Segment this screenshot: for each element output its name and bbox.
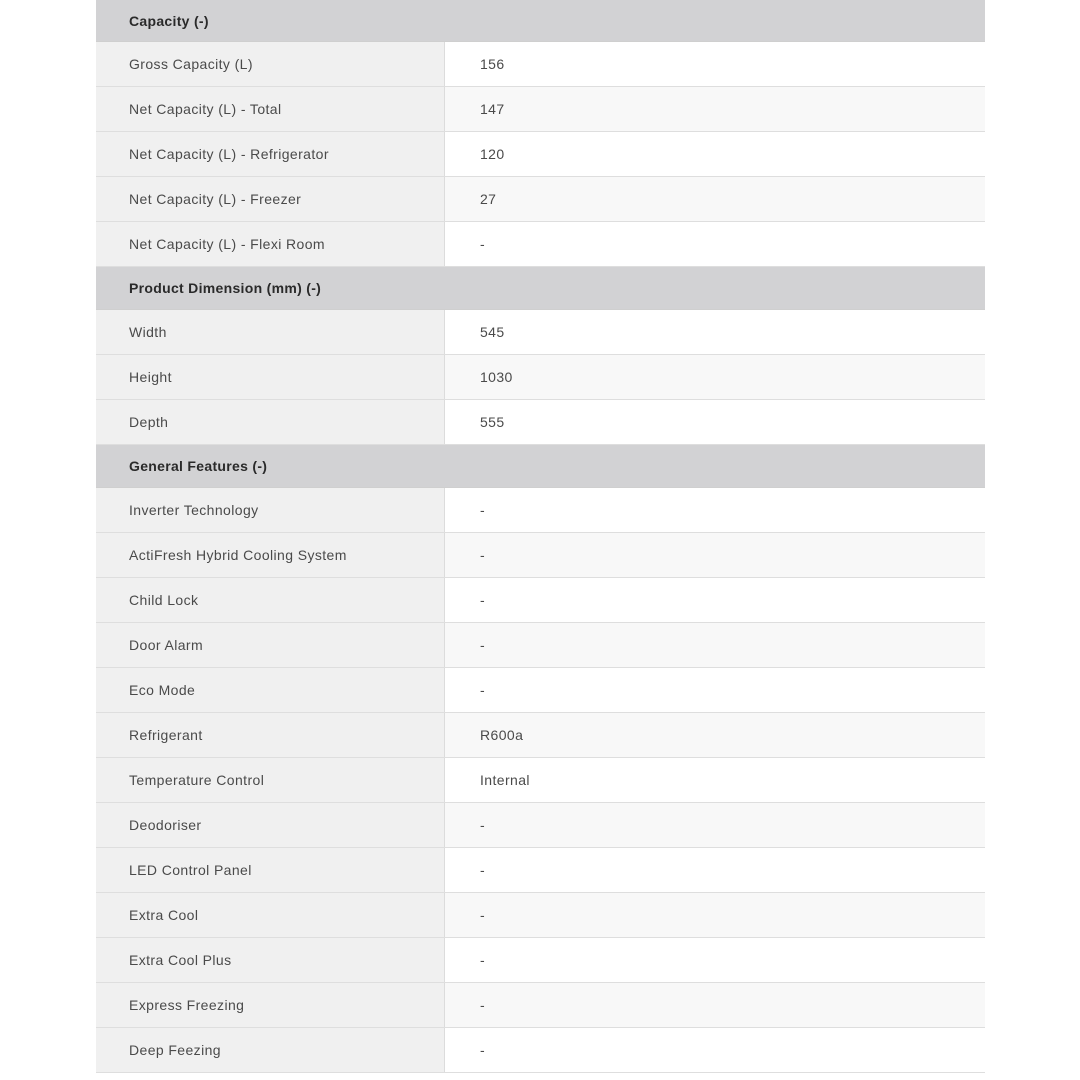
spec-value: 555 bbox=[445, 400, 985, 444]
table-row bbox=[96, 938, 985, 983]
spec-label: ActiFresh Hybrid Cooling System bbox=[96, 533, 445, 577]
table-row bbox=[96, 1028, 985, 1073]
table-row bbox=[96, 42, 985, 87]
table-row bbox=[96, 983, 985, 1028]
table-row bbox=[96, 355, 985, 400]
spec-label: Extra Cool Plus bbox=[96, 938, 445, 982]
table-row bbox=[96, 533, 985, 578]
spec-label: Net Capacity (L) - Total bbox=[96, 87, 445, 131]
spec-label: Depth bbox=[96, 400, 445, 444]
section-header-capacity: Capacity (-) bbox=[96, 0, 985, 42]
spec-value: - bbox=[445, 848, 985, 892]
spec-value: Internal bbox=[445, 758, 985, 802]
spec-label: Temperature Control bbox=[96, 758, 445, 802]
spec-value: 120 bbox=[445, 132, 985, 176]
spec-value: - bbox=[445, 488, 985, 532]
spec-value: - bbox=[445, 668, 985, 712]
table-row bbox=[96, 713, 985, 758]
spec-value: - bbox=[445, 893, 985, 937]
spec-value: 1030 bbox=[445, 355, 985, 399]
spec-label: Deodoriser bbox=[96, 803, 445, 847]
spec-label: Gross Capacity (L) bbox=[96, 42, 445, 86]
spec-label: Width bbox=[96, 310, 445, 354]
spec-label: Inverter Technology bbox=[96, 488, 445, 532]
table-row bbox=[96, 222, 985, 267]
spec-label: LED Control Panel bbox=[96, 848, 445, 892]
spec-value: - bbox=[445, 983, 985, 1027]
spec-value: - bbox=[445, 803, 985, 847]
table-row bbox=[96, 132, 985, 177]
spec-value: 545 bbox=[445, 310, 985, 354]
spec-label: Net Capacity (L) - Freezer bbox=[96, 177, 445, 221]
spec-table bbox=[96, 0, 985, 1073]
table-row bbox=[96, 87, 985, 132]
spec-label: Net Capacity (L) - Refrigerator bbox=[96, 132, 445, 176]
spec-value: R600a bbox=[445, 713, 985, 757]
table-row bbox=[96, 668, 985, 713]
table-row bbox=[96, 803, 985, 848]
table-row bbox=[96, 758, 985, 803]
spec-label: Child Lock bbox=[96, 578, 445, 622]
spec-value: - bbox=[445, 1028, 985, 1072]
spec-value: - bbox=[445, 578, 985, 622]
spec-value: 156 bbox=[445, 42, 985, 86]
section-header-product-dimension: Product Dimension (mm) (-) bbox=[96, 267, 985, 310]
table-row bbox=[96, 177, 985, 222]
spec-label: Eco Mode bbox=[96, 668, 445, 712]
table-row bbox=[96, 623, 985, 668]
spec-label: Height bbox=[96, 355, 445, 399]
spec-value: - bbox=[445, 623, 985, 667]
spec-value: 147 bbox=[445, 87, 985, 131]
spec-value: - bbox=[445, 222, 985, 266]
section-header-general-features: General Features (-) bbox=[96, 445, 985, 488]
table-row bbox=[96, 400, 985, 445]
spec-label: Extra Cool bbox=[96, 893, 445, 937]
table-row bbox=[96, 310, 985, 355]
table-row bbox=[96, 488, 985, 533]
spec-value: - bbox=[445, 533, 985, 577]
spec-label: Refrigerant bbox=[96, 713, 445, 757]
spec-label: Net Capacity (L) - Flexi Room bbox=[96, 222, 445, 266]
table-row bbox=[96, 893, 985, 938]
spec-value: 27 bbox=[445, 177, 985, 221]
spec-label: Door Alarm bbox=[96, 623, 445, 667]
table-row bbox=[96, 578, 985, 623]
spec-label: Deep Feezing bbox=[96, 1028, 445, 1072]
table-row bbox=[96, 848, 985, 893]
spec-label: Express Freezing bbox=[96, 983, 445, 1027]
spec-value: - bbox=[445, 938, 985, 982]
